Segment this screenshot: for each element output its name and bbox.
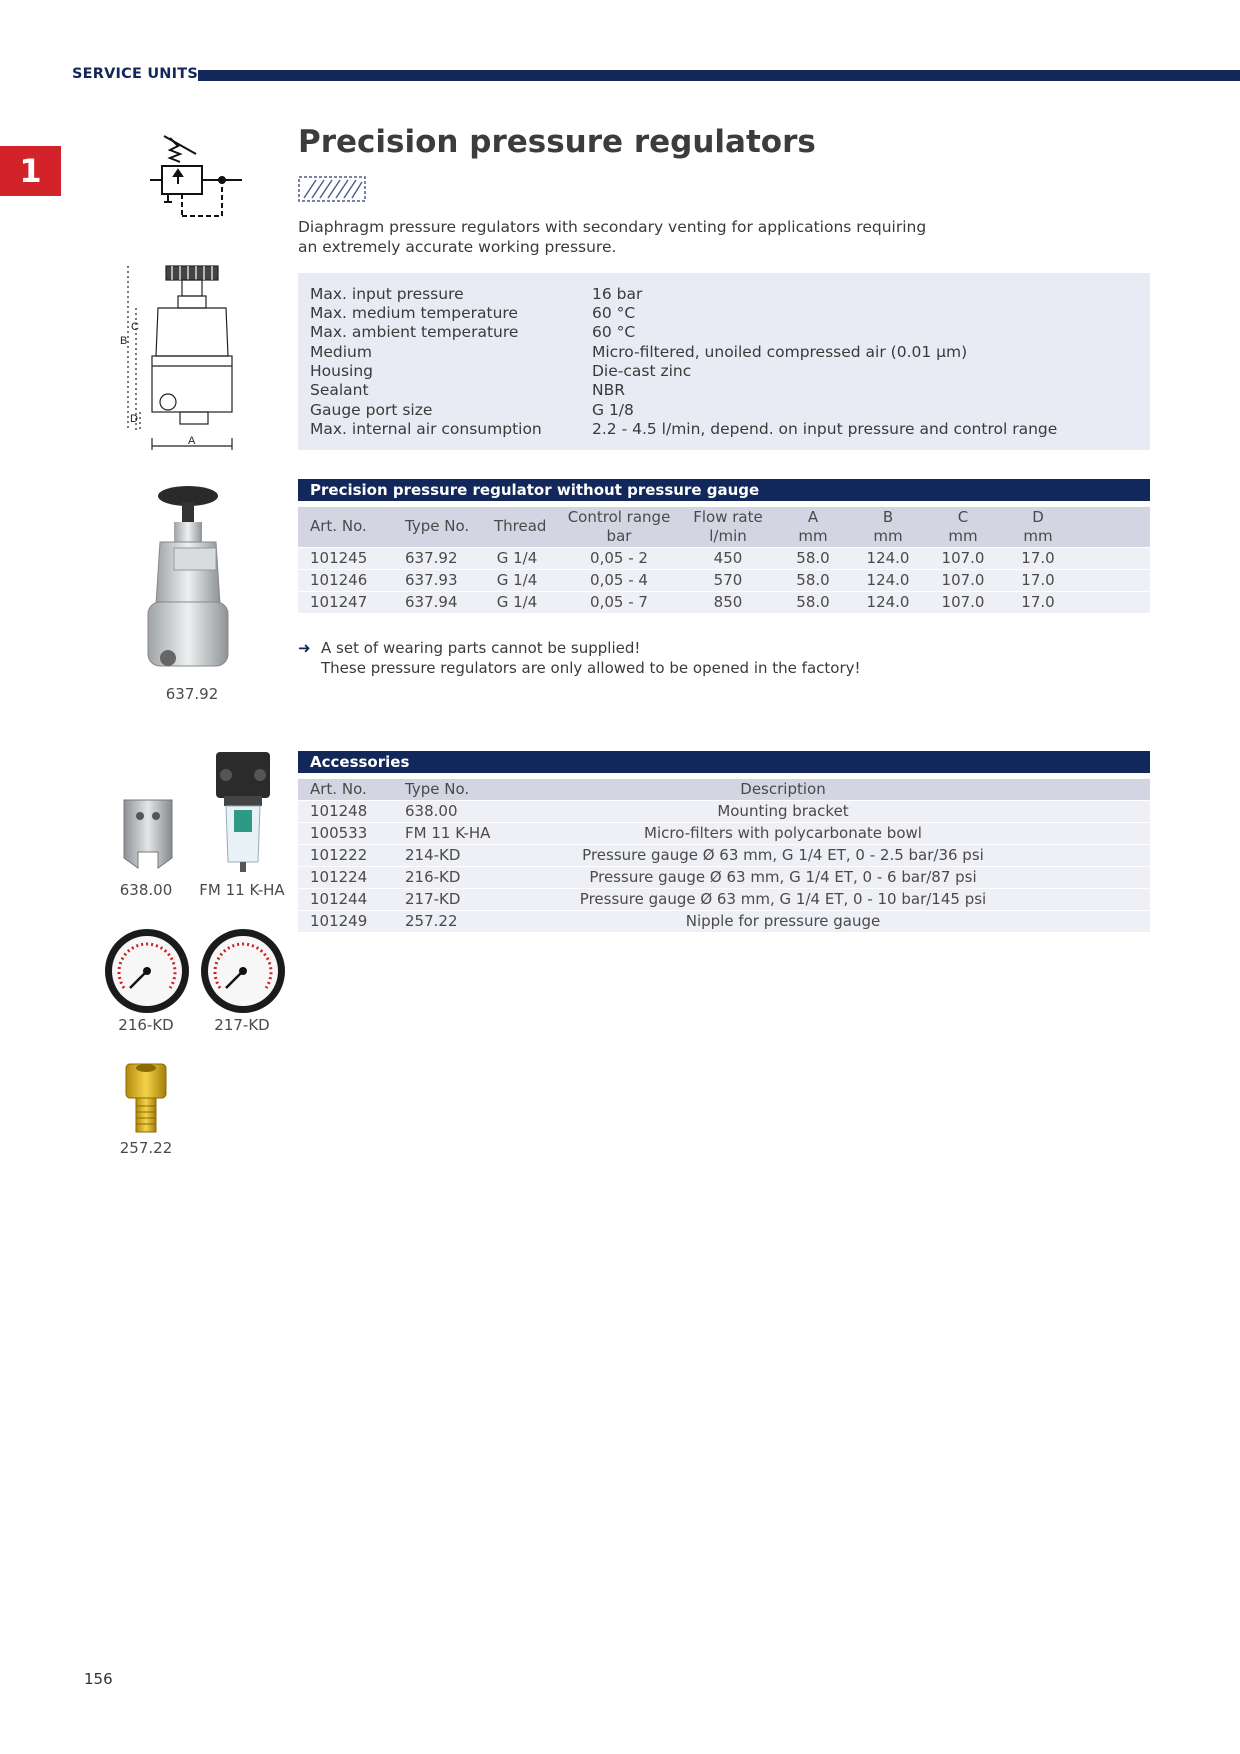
intro-text	[298, 217, 938, 257]
table-row: 101222 214-KD Pressure gauge Ø 63 mm, G 1/4 ET, 0 - 2.5 bar/36 psi	[298, 845, 1150, 866]
note-line-1: A set of wearing parts cannot be supplied!	[321, 639, 641, 657]
header-art-no: Art. No.	[310, 780, 367, 798]
caption-regulator: 637.92	[165, 685, 219, 703]
spec-value: G 1/8	[592, 401, 634, 419]
table-row: 100533 FM 11 K-HA Micro-filters with polycarbonate bowl	[298, 823, 1150, 844]
dim-label-b: B	[120, 335, 128, 347]
spec-label: Max. internal air consumption	[310, 420, 542, 438]
pressure-gauge-217-photo	[200, 928, 286, 1014]
spec-value: NBR	[592, 381, 625, 399]
accessories-table-title: Accessories	[298, 751, 1150, 773]
table-row: 101244 217-KD Pressure gauge Ø 63 mm, G 1/4 ET, 0 - 10 bar/145 psi	[298, 889, 1150, 910]
spec-label: Max. ambient temperature	[310, 323, 519, 341]
mounting-bracket-photo	[120, 796, 178, 876]
header-type-no: Type No.	[405, 780, 470, 798]
dim-label-c: C	[131, 321, 139, 333]
caption-bracket: 638.00	[119, 881, 173, 899]
header-c: C mm	[948, 508, 978, 545]
table-row: 101246 637.93 G 1/4 0,05 - 4 570 58.0 124.0 107.0 17.0	[298, 570, 1150, 591]
dim-label-a: A	[188, 435, 196, 447]
section-title: SERVICE UNITS	[72, 66, 198, 82]
header-art-no: Art. No.	[310, 517, 367, 535]
header-a: A mm	[798, 508, 828, 545]
gauge-nipple-photo	[122, 1060, 170, 1138]
spec-value: 2.2 - 4.5 l/min, depend. on input pressure and control range	[592, 420, 1058, 438]
header-description: Description	[740, 780, 826, 798]
table-row: 101224 216-KD Pressure gauge Ø 63 mm, G 1/4 ET, 0 - 6 bar/87 psi	[298, 867, 1150, 888]
page-number: 156	[84, 1670, 113, 1688]
spec-value: Micro-filtered, unoiled compressed air (0.01 µm)	[592, 343, 968, 361]
page-title: Precision pressure regulators	[298, 124, 816, 160]
header-flow-rate: Flow rate l/min	[693, 508, 763, 545]
pressure-gauge-216-photo	[104, 928, 190, 1014]
product-badge-icon	[298, 176, 366, 202]
spec-value: 60 °C	[592, 304, 636, 322]
intro-line-1: Diaphragm pressure regulators with secondary venting for applications requiring	[298, 218, 927, 236]
header-bar	[198, 70, 1240, 81]
accessories-table-header	[298, 779, 1150, 800]
spec-value: Die-cast zinc	[592, 362, 692, 380]
spec-value: 16 bar	[592, 285, 643, 303]
spec-label: Max. medium temperature	[310, 304, 518, 322]
regulator-symbol-icon	[140, 132, 252, 222]
regulator-table-title: Precision pressure regulator without pressure gauge	[298, 479, 1150, 501]
caption-gauge-217: 217-KD	[214, 1016, 270, 1034]
spec-label: Gauge port size	[310, 401, 433, 419]
intro-line-2: an extremely accurate working pressure.	[298, 238, 617, 256]
dim-label-d: D	[130, 413, 138, 425]
spec-label: Max. input pressure	[310, 285, 464, 303]
specifications-panel	[298, 273, 1150, 450]
caption-filter: FM 11 K-HA	[199, 881, 285, 899]
note-line-2: These pressure regulators are only allowed to be opened in the factory!	[321, 659, 861, 677]
spec-label: Housing	[310, 362, 374, 380]
table-row: 101248 638.00 Mounting bracket	[298, 801, 1150, 822]
header-type-no: Type No.	[405, 517, 470, 535]
table-row: 101247 637.94 G 1/4 0,05 - 7 850 58.0 124.0 107.0 17.0	[298, 592, 1150, 613]
regulator-photo	[138, 484, 238, 676]
spec-label: Sealant	[310, 381, 369, 399]
chapter-tab: 1	[0, 146, 61, 196]
caption-nipple: 257.22	[119, 1139, 173, 1157]
header-b: B mm	[873, 508, 903, 545]
table-row: 101249 257.22 Nipple for pressure gauge	[298, 911, 1150, 932]
arrow-right-icon: ➜	[298, 639, 311, 657]
dimension-drawing	[118, 262, 242, 452]
table-row: 101245 637.92 G 1/4 0,05 - 2 450 58.0 124.0 107.0 17.0	[298, 548, 1150, 569]
header-control-range: Control range bar	[567, 508, 671, 545]
header-thread: Thread	[494, 517, 547, 535]
micro-filter-photo	[212, 750, 274, 880]
caption-gauge-216: 216-KD	[118, 1016, 174, 1034]
header-d: D mm	[1023, 508, 1053, 545]
regulator-table-header	[298, 507, 1150, 547]
spec-value: 60 °C	[592, 323, 636, 341]
spec-label: Medium	[310, 343, 372, 361]
